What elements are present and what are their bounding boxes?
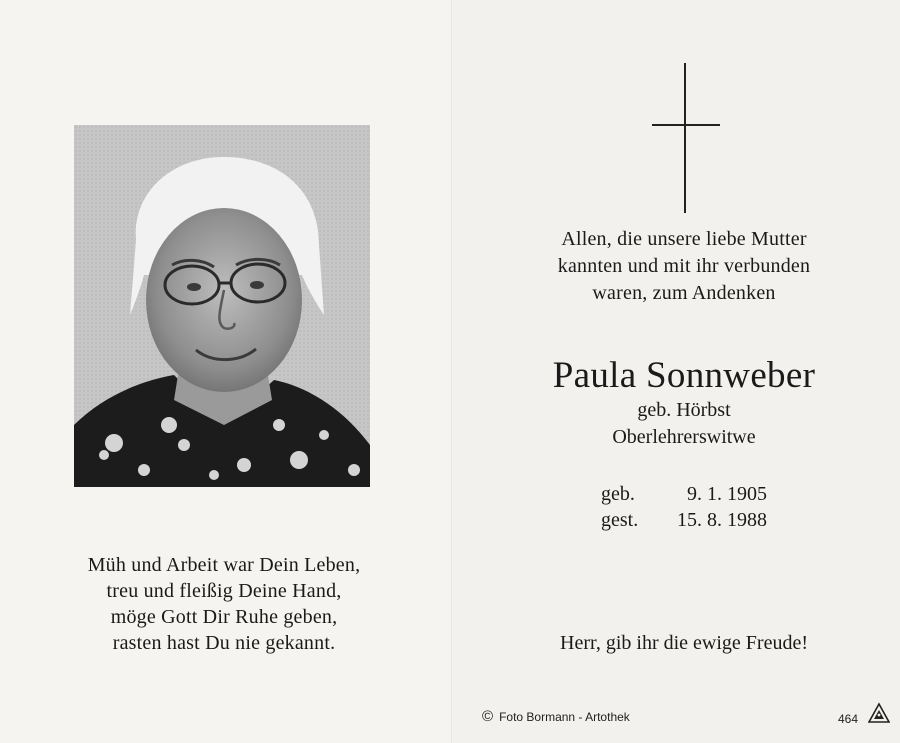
dedication-line: Allen, die unsere liebe Mutter: [561, 228, 807, 250]
card-fold: [451, 0, 453, 743]
cross-icon: [652, 63, 720, 213]
card-number: 464: [838, 712, 859, 726]
prayer: Herr, gib ihr die ewige Freude!: [560, 632, 808, 654]
birth-name: geb. Hörbst: [637, 399, 731, 421]
dedication-line: waren, zum Andenken: [592, 282, 776, 304]
birth-date-row: [484, 481, 884, 507]
poem-line: Müh und Arbeit war Dein Leben,: [87, 554, 361, 576]
deceased-title: Oberlehrerswitwe: [612, 426, 756, 448]
photo-credit: [482, 709, 630, 725]
publisher-logo-icon: [868, 702, 890, 724]
deceased-name: Paula Sonnweber: [552, 355, 816, 396]
dedication: [484, 226, 884, 307]
poem-line: möge Gott Dir Ruhe geben,: [110, 606, 338, 628]
copyright-icon: ©: [482, 708, 494, 725]
dedication-line: kannten und mit ihr verbunden: [557, 255, 811, 277]
life-dates: [484, 481, 884, 533]
death-date-value: 15. 8. 1988: [677, 509, 767, 531]
birth-date-value: 9. 1. 1905: [687, 483, 767, 505]
poem-line: rasten hast Du nie gekannt.: [112, 632, 336, 654]
poem: [24, 552, 424, 656]
death-date-label: gest.: [601, 509, 639, 531]
birth-date-label: geb.: [601, 483, 635, 505]
photo-credit-text: Foto Bormann - Artothek: [499, 710, 630, 724]
cross-horizontal-bar: [652, 124, 720, 126]
death-date-row: [484, 507, 884, 533]
poem-line: treu und fleißig Deine Hand,: [106, 580, 342, 602]
portrait-photo: [74, 125, 370, 487]
cross-vertical-bar: [684, 63, 686, 213]
